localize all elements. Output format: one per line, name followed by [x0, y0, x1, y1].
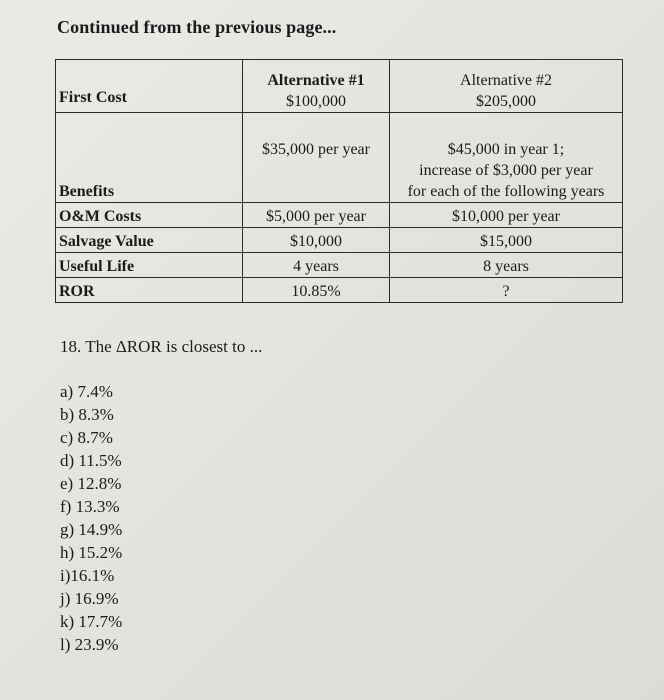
row-label-benefits: Benefits	[56, 113, 243, 203]
answer-option: k) 17.7%	[60, 612, 123, 631]
alt1-benefits: $35,000 per year	[243, 113, 390, 203]
alt1-useful-life: 4 years	[243, 253, 390, 278]
row-label-salvage-value: Salvage Value	[56, 228, 243, 253]
page-heading: Continued from the previous page...	[57, 17, 337, 37]
table-row-benefits	[56, 113, 623, 203]
answer-option: l) 23.9%	[60, 635, 119, 654]
alt1-first-cost: $100,000	[286, 93, 346, 110]
alt2-first-cost: $205,000	[476, 93, 536, 110]
answer-option: a) 7.4%	[60, 382, 113, 401]
table-row-first-cost	[56, 60, 623, 113]
alt2-benefits-line-2: increase of $3,000 per year	[419, 162, 593, 179]
row-label-useful-life: Useful Life	[56, 253, 243, 278]
table-row	[56, 203, 623, 228]
answer-option: d) 11.5%	[60, 451, 122, 470]
alt2-benefits-line-3: for each of the following years	[407, 183, 605, 200]
alt2-ror: ?	[390, 278, 623, 303]
answer-option: g) 14.9%	[60, 520, 123, 539]
table-row	[56, 228, 623, 253]
comparison-table	[55, 59, 623, 303]
alt2-useful-life: 8 years	[390, 253, 623, 278]
alt2-column-header: Alternative #2	[460, 72, 552, 89]
alt1-header-cell	[243, 60, 390, 113]
table-row	[56, 253, 623, 278]
row-label-om-costs: O&M Costs	[56, 203, 243, 228]
alt1-om-costs: $5,000 per year	[243, 203, 390, 228]
row-label-ror: ROR	[56, 278, 243, 303]
answer-option: b) 8.3%	[60, 405, 114, 424]
question-text: 18. The ΔROR is closest to ...	[60, 337, 263, 356]
answer-options	[60, 380, 122, 656]
answer-option: c) 8.7%	[60, 428, 113, 447]
answer-option: j) 16.9%	[60, 589, 119, 608]
answer-option: h) 15.2%	[60, 543, 123, 562]
answer-option: e) 12.8%	[60, 474, 122, 493]
alt2-benefits-line-1: $45,000 in year 1;	[447, 141, 565, 158]
alt1-ror: 10.85%	[243, 278, 390, 303]
answer-option: f) 13.3%	[60, 497, 120, 516]
table-row	[56, 278, 623, 303]
alt1-salvage-value: $10,000	[243, 228, 390, 253]
alt2-benefits	[390, 113, 623, 203]
answer-option: i)16.1%	[60, 566, 115, 585]
alt2-om-costs: $10,000 per year	[390, 203, 623, 228]
row-label-first-cost: First Cost	[56, 60, 243, 113]
alt2-header-cell	[390, 60, 623, 113]
alt2-salvage-value: $15,000	[390, 228, 623, 253]
alt1-column-header: Alternative #1	[267, 72, 365, 89]
